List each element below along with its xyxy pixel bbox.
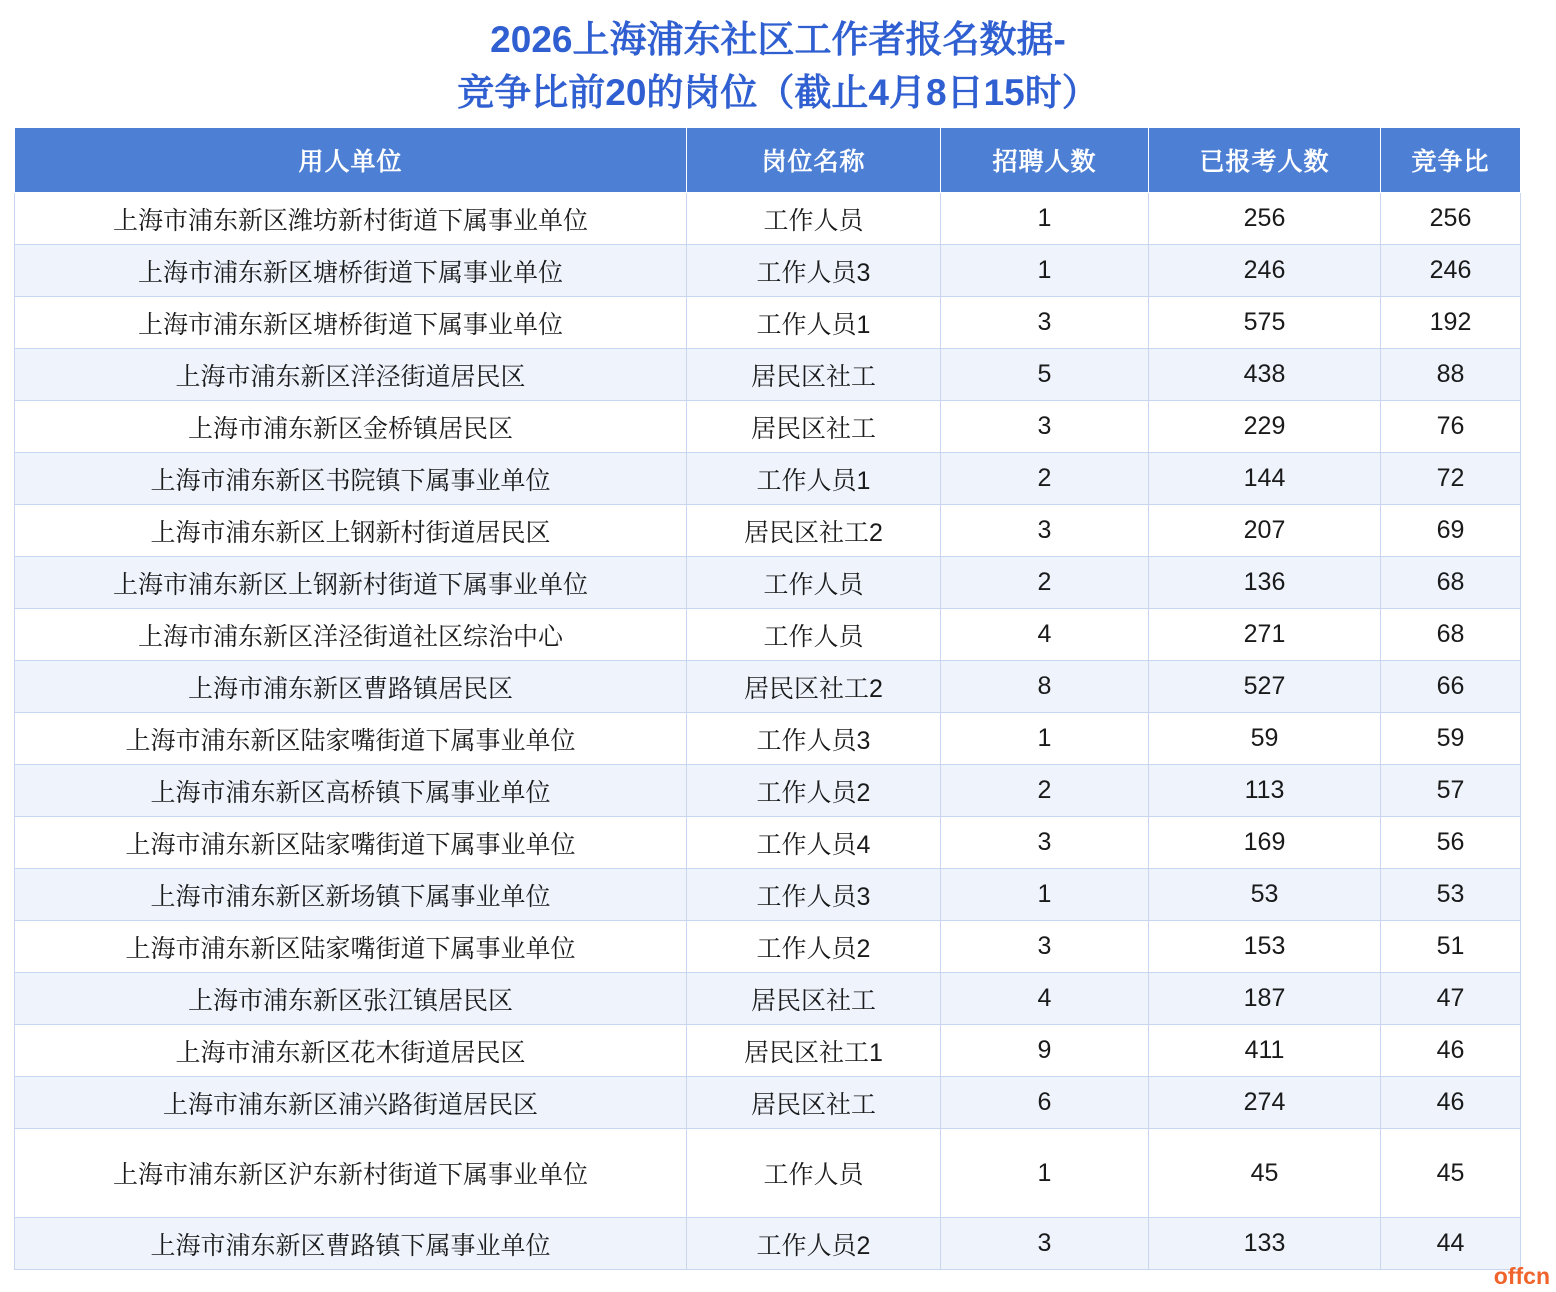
cell-openings: 1	[941, 713, 1149, 765]
cell-openings: 3	[941, 297, 1149, 349]
cell-employer: 上海市浦东新区书院镇下属事业单位	[15, 453, 687, 505]
cell-openings: 1	[941, 245, 1149, 297]
page-title	[0, 0, 1556, 119]
cell-ratio: 192	[1381, 297, 1521, 349]
cell-ratio: 53	[1381, 869, 1521, 921]
cell-position: 工作人员	[687, 557, 941, 609]
table-row	[15, 1218, 1521, 1270]
cell-openings: 3	[941, 1218, 1149, 1270]
cell-openings: 8	[941, 661, 1149, 713]
cell-applicants: 575	[1149, 297, 1381, 349]
cell-employer: 上海市浦东新区张江镇居民区	[15, 973, 687, 1025]
cell-position: 居民区社工	[687, 973, 941, 1025]
cell-employer: 上海市浦东新区塘桥街道下属事业单位	[15, 245, 687, 297]
cell-openings: 4	[941, 973, 1149, 1025]
cell-ratio: 46	[1381, 1025, 1521, 1077]
cell-openings: 2	[941, 765, 1149, 817]
cell-ratio: 56	[1381, 817, 1521, 869]
cell-position: 工作人员	[687, 1129, 941, 1218]
cell-applicants: 438	[1149, 349, 1381, 401]
cell-openings: 3	[941, 401, 1149, 453]
cell-employer: 上海市浦东新区陆家嘴街道下属事业单位	[15, 713, 687, 765]
cell-employer: 上海市浦东新区浦兴路街道居民区	[15, 1077, 687, 1129]
cell-ratio: 47	[1381, 973, 1521, 1025]
cell-employer: 上海市浦东新区洋泾街道社区综治中心	[15, 609, 687, 661]
cell-employer: 上海市浦东新区上钢新村街道居民区	[15, 505, 687, 557]
cell-ratio: 72	[1381, 453, 1521, 505]
cell-openings: 1	[941, 1129, 1149, 1218]
cell-position: 工作人员	[687, 193, 941, 245]
table-row	[15, 817, 1521, 869]
cell-openings: 3	[941, 505, 1149, 557]
cell-position: 工作人员3	[687, 713, 941, 765]
cell-applicants: 411	[1149, 1025, 1381, 1077]
cell-ratio: 57	[1381, 765, 1521, 817]
cell-applicants: 133	[1149, 1218, 1381, 1270]
cell-position: 工作人员3	[687, 869, 941, 921]
cell-applicants: 207	[1149, 505, 1381, 557]
cell-position: 工作人员	[687, 609, 941, 661]
cell-employer: 上海市浦东新区高桥镇下属事业单位	[15, 765, 687, 817]
cell-openings: 5	[941, 349, 1149, 401]
page-title-line-1: 2026上海浦东社区工作者报名数据-	[490, 19, 1066, 60]
cell-ratio: 51	[1381, 921, 1521, 973]
table-row	[15, 401, 1521, 453]
watermark-logo: offcn	[1493, 1263, 1550, 1289]
cell-openings: 1	[941, 869, 1149, 921]
cell-position: 居民区社工2	[687, 661, 941, 713]
cell-ratio: 76	[1381, 401, 1521, 453]
cell-ratio: 66	[1381, 661, 1521, 713]
cell-position: 工作人员2	[687, 921, 941, 973]
cell-employer: 上海市浦东新区洋泾街道居民区	[15, 349, 687, 401]
cell-employer: 上海市浦东新区上钢新村街道下属事业单位	[15, 557, 687, 609]
cell-applicants: 113	[1149, 765, 1381, 817]
registration-data-table	[14, 127, 1521, 1270]
column-header-ratio: 竞争比	[1381, 128, 1521, 193]
cell-applicants: 144	[1149, 453, 1381, 505]
cell-position: 居民区社工	[687, 349, 941, 401]
table-row	[15, 557, 1521, 609]
column-header-applicants: 已报考人数	[1149, 128, 1381, 193]
cell-ratio: 59	[1381, 713, 1521, 765]
cell-openings: 2	[941, 557, 1149, 609]
cell-ratio: 246	[1381, 245, 1521, 297]
cell-applicants: 45	[1149, 1129, 1381, 1218]
cell-employer: 上海市浦东新区陆家嘴街道下属事业单位	[15, 921, 687, 973]
cell-applicants: 136	[1149, 557, 1381, 609]
cell-employer: 上海市浦东新区新场镇下属事业单位	[15, 869, 687, 921]
cell-employer: 上海市浦东新区曹路镇下属事业单位	[15, 1218, 687, 1270]
cell-applicants: 274	[1149, 1077, 1381, 1129]
table-row	[15, 609, 1521, 661]
cell-applicants: 59	[1149, 713, 1381, 765]
cell-ratio: 68	[1381, 609, 1521, 661]
table-header-row	[15, 128, 1521, 193]
table-row	[15, 1129, 1521, 1218]
cell-position: 居民区社工	[687, 401, 941, 453]
cell-ratio: 46	[1381, 1077, 1521, 1129]
cell-position: 工作人员2	[687, 765, 941, 817]
table-row	[15, 349, 1521, 401]
cell-openings: 3	[941, 921, 1149, 973]
cell-openings: 1	[941, 193, 1149, 245]
cell-position: 工作人员2	[687, 1218, 941, 1270]
column-header-position: 岗位名称	[687, 128, 941, 193]
cell-openings: 4	[941, 609, 1149, 661]
cell-openings: 3	[941, 817, 1149, 869]
table-row	[15, 245, 1521, 297]
cell-openings: 9	[941, 1025, 1149, 1077]
cell-employer: 上海市浦东新区潍坊新村街道下属事业单位	[15, 193, 687, 245]
cell-ratio: 44	[1381, 1218, 1521, 1270]
cell-employer: 上海市浦东新区曹路镇居民区	[15, 661, 687, 713]
column-header-openings: 招聘人数	[941, 128, 1149, 193]
cell-position: 工作人员1	[687, 297, 941, 349]
cell-position: 居民区社工1	[687, 1025, 941, 1077]
table-row	[15, 1077, 1521, 1129]
table-row	[15, 193, 1521, 245]
table-row	[15, 765, 1521, 817]
column-header-employer: 用人单位	[15, 128, 687, 193]
cell-position: 居民区社工2	[687, 505, 941, 557]
table-row	[15, 505, 1521, 557]
cell-ratio: 256	[1381, 193, 1521, 245]
table-row	[15, 661, 1521, 713]
cell-openings: 6	[941, 1077, 1149, 1129]
cell-employer: 上海市浦东新区陆家嘴街道下属事业单位	[15, 817, 687, 869]
cell-applicants: 153	[1149, 921, 1381, 973]
table-row	[15, 713, 1521, 765]
table-row	[15, 1025, 1521, 1077]
cell-applicants: 229	[1149, 401, 1381, 453]
cell-employer: 上海市浦东新区沪东新村街道下属事业单位	[15, 1129, 687, 1218]
cell-applicants: 271	[1149, 609, 1381, 661]
table-body	[15, 193, 1521, 1270]
table-row	[15, 973, 1521, 1025]
cell-applicants: 53	[1149, 869, 1381, 921]
cell-employer: 上海市浦东新区花木街道居民区	[15, 1025, 687, 1077]
table-row	[15, 297, 1521, 349]
table-row	[15, 921, 1521, 973]
cell-ratio: 45	[1381, 1129, 1521, 1218]
cell-ratio: 68	[1381, 557, 1521, 609]
cell-applicants: 187	[1149, 973, 1381, 1025]
cell-employer: 上海市浦东新区金桥镇居民区	[15, 401, 687, 453]
cell-applicants: 246	[1149, 245, 1381, 297]
cell-ratio: 88	[1381, 349, 1521, 401]
table-header	[15, 128, 1521, 193]
cell-position: 工作人员1	[687, 453, 941, 505]
cell-position: 工作人员3	[687, 245, 941, 297]
cell-employer: 上海市浦东新区塘桥街道下属事业单位	[15, 297, 687, 349]
cell-applicants: 256	[1149, 193, 1381, 245]
table-row	[15, 453, 1521, 505]
cell-openings: 2	[941, 453, 1149, 505]
cell-ratio: 69	[1381, 505, 1521, 557]
page-title-line-2: 竞争比前20的岗位（截止4月8日15时）	[457, 71, 1099, 113]
cell-position: 居民区社工	[687, 1077, 941, 1129]
cell-applicants: 169	[1149, 817, 1381, 869]
cell-applicants: 527	[1149, 661, 1381, 713]
table-row	[15, 869, 1521, 921]
cell-position: 工作人员4	[687, 817, 941, 869]
